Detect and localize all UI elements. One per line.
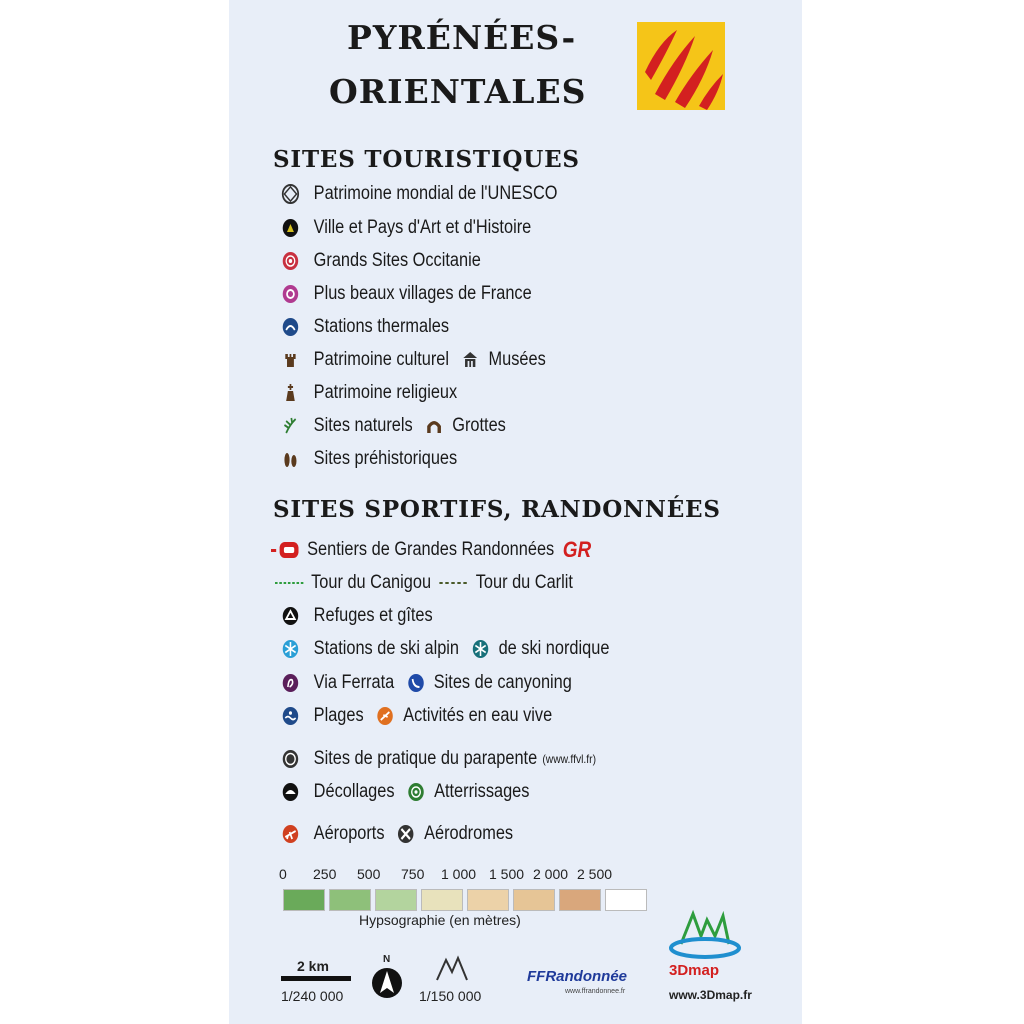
section-heading-sports: SITES SPORTIFS, RANDONNÉES (273, 496, 721, 523)
hypsography-swatch (375, 889, 417, 911)
legend-label: Sites naturels (313, 415, 413, 436)
gr-badge: GR (562, 537, 592, 562)
hypsography-swatch (329, 889, 371, 911)
north-arrow-icon (371, 966, 403, 1000)
museum-icon (461, 349, 480, 371)
cave-icon (425, 415, 444, 437)
3dmap-logo-text: 3Dmap (669, 962, 720, 979)
legend-item (281, 635, 609, 663)
scale-bar-icon (281, 976, 351, 984)
legend-label-2: Sites de canyoning (433, 672, 572, 693)
landing-icon (407, 781, 426, 803)
legend-item (281, 445, 457, 473)
hyps-tick: 750 (401, 866, 425, 882)
hyps-tick: 500 (357, 866, 381, 882)
hyps-tick: 1 000 (441, 866, 477, 882)
legend-item (281, 379, 457, 407)
legend-item (281, 412, 506, 440)
legend-panel (229, 0, 802, 1024)
thermal-icon (281, 316, 300, 338)
north-label: N (383, 954, 391, 965)
legend-item (281, 745, 596, 773)
legend-item (281, 280, 532, 308)
legend-item (281, 313, 449, 341)
unesco-icon (281, 183, 300, 205)
title-line-1: PYRÉNÉES- (347, 18, 577, 57)
whitewater-icon (376, 705, 395, 727)
hypsography-swatch (467, 889, 509, 911)
legend-item (281, 669, 572, 697)
legend-label: Via Ferrata (313, 672, 395, 693)
scale-ratio: 1/240 000 (281, 988, 344, 1004)
ski-nordic-icon (471, 638, 490, 660)
legend-label: Stations thermales (313, 316, 450, 337)
legend-label-2: Tour du Carlit (475, 572, 573, 593)
legend-label: Sentiers de Grandes Randonnées (307, 539, 555, 560)
beach-icon (281, 705, 300, 727)
legend-item (281, 778, 529, 806)
section-heading-touristic: SITES TOURISTIQUES (273, 146, 580, 173)
legend-item (281, 180, 557, 208)
legend-label: Grands Sites Occitanie (313, 250, 481, 271)
hyps-tick: 2 500 (577, 866, 613, 882)
legend-item (281, 702, 552, 730)
aerodrome-icon (397, 823, 416, 845)
gr-trail-icon (271, 539, 299, 561)
prehistoric-icon (281, 448, 300, 470)
legend-label: Patrimoine culturel (313, 349, 449, 370)
art-history-icon (281, 217, 300, 239)
hyps-tick: 2 000 (533, 866, 569, 882)
church-icon (281, 382, 300, 404)
legend-label: Ville et Pays d'Art et d'Histoire (313, 217, 532, 238)
legend-label: Plus beaux villages de France (313, 283, 532, 304)
legend-label: Refuges et gîtes (313, 605, 433, 626)
ski-alpine-icon (281, 638, 300, 660)
scale-distance: 2 km (297, 958, 329, 974)
legend-label-2: Musées (488, 349, 546, 370)
village-icon (281, 283, 300, 305)
airport-icon (281, 823, 300, 845)
nature-icon (281, 415, 300, 437)
legend-item (271, 536, 591, 564)
legend-item (281, 247, 481, 275)
grand-site-icon (281, 250, 300, 272)
hypsography-swatch (605, 889, 647, 911)
3dmap-logo-icon (667, 904, 743, 964)
legend-label: Sites de pratique du parapente (313, 748, 538, 769)
legend-label: Stations de ski alpin (313, 638, 460, 659)
3dmap-url: www.3Dmap.fr (669, 988, 752, 1002)
legend-item (281, 346, 546, 374)
legend-label: Patrimoine religieux (313, 382, 458, 403)
legend-label: Plages (313, 705, 364, 726)
catalan-flag-icon (637, 22, 725, 110)
legend-label: Aéroports (313, 823, 385, 844)
legend-label-2: Grottes (452, 415, 506, 436)
legend-label: Patrimoine mondial de l'UNESCO (313, 183, 558, 204)
hyps-tick: 1 500 (489, 866, 525, 882)
ffvl-url: (www.ffvl.fr) (542, 752, 597, 766)
hypsography-swatch (513, 889, 555, 911)
hypsography-swatch (559, 889, 601, 911)
legend-item (281, 602, 433, 630)
relief-icon (435, 954, 469, 982)
legend-item (275, 569, 573, 597)
carlit-dash-icon (440, 572, 469, 594)
via-ferrata-icon (281, 672, 300, 694)
legend-item (281, 820, 513, 848)
canigou-dash-icon (275, 572, 304, 594)
legend-label-2: Activités en eau vive (403, 705, 553, 726)
legend-label-2: Atterrissages (434, 781, 530, 802)
scale-ratio-2: 1/150 000 (419, 988, 482, 1004)
hyps-tick: 0 (279, 866, 287, 882)
paragliding-icon (281, 748, 300, 770)
ffrandonnee-logo: FFRandonnée (527, 968, 627, 985)
title-line-2: ORIENTALES (329, 72, 587, 111)
hypsography-swatch (421, 889, 463, 911)
hyps-tick: 250 (313, 866, 337, 882)
hypsography-color-bar (283, 889, 647, 911)
legend-label: Tour du Canigou (311, 572, 432, 593)
hypsography-label: Hypsographie (en mètres) (359, 912, 521, 928)
legend-item (281, 214, 531, 242)
canyoning-icon (406, 672, 425, 694)
legend-label: Décollages (313, 781, 395, 802)
legend-label-2: Aérodromes (424, 823, 514, 844)
takeoff-icon (281, 781, 300, 803)
ffrandonnee-url: www.ffrandonnee.fr (565, 988, 626, 995)
castle-icon (281, 349, 300, 371)
refuge-icon (281, 605, 300, 627)
legend-label: Sites préhistoriques (313, 448, 458, 469)
legend-label-2: de ski nordique (498, 638, 610, 659)
hypsography-swatch (283, 889, 325, 911)
